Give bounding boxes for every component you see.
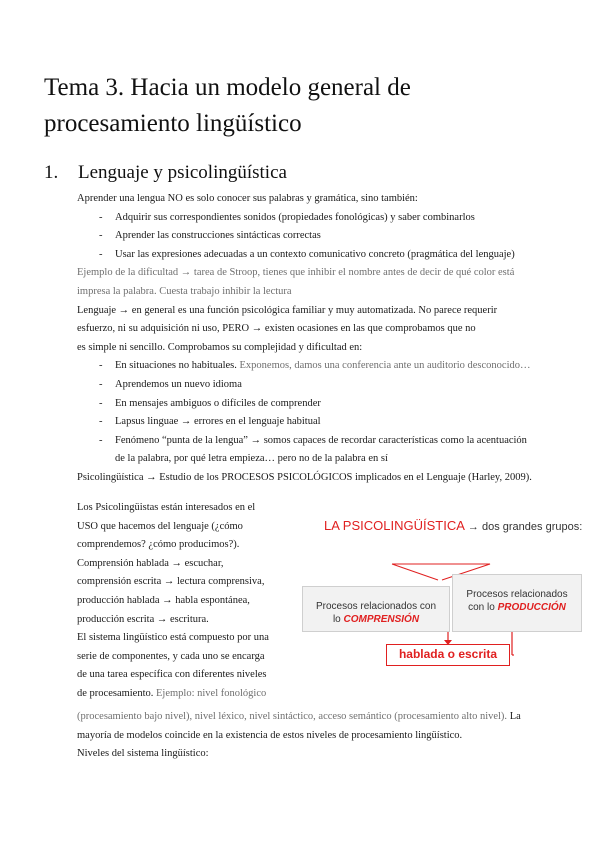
section-heading bbox=[44, 160, 287, 186]
text-line: Los Psicolingüistas están interesados en el bbox=[77, 502, 256, 513]
list-item bbox=[77, 209, 577, 228]
split-arrow-side bbox=[392, 564, 438, 580]
diagram-title-highlight: LA PSICOLINGÜÍSTICA bbox=[324, 518, 465, 533]
text-line: producción hablada → habla espontánea, bbox=[77, 594, 250, 606]
list-item-text: Lapsus linguae → errores en el lenguaje habitual bbox=[115, 416, 321, 428]
text-main: de procesamiento. bbox=[77, 687, 154, 699]
title-line-1: Tema 3. Hacia un modelo general de bbox=[44, 74, 411, 101]
hablada-escrita-label: hablada o escrita bbox=[386, 644, 510, 666]
intro-line: Aprender una lengua NO es solo conocer sus palabras y gramática, sino también: bbox=[77, 193, 418, 204]
section-body bbox=[77, 190, 577, 488]
text-example: (procesamiento bajo nivel), nivel léxico, nivel sintáctico, acceso semántico (procesamiento alto nivel). bbox=[77, 711, 508, 722]
list-dash: - bbox=[99, 378, 103, 390]
list-dash: - bbox=[99, 230, 103, 242]
list-item-continuation: de la palabra, por qué letra empieza… pero no de la palabra en sí bbox=[115, 453, 388, 465]
box-highlight: PRODUCCIÓN bbox=[497, 602, 566, 613]
list-dash: - bbox=[99, 434, 103, 446]
text-line bbox=[77, 708, 577, 727]
text-line: serie de componentes, y cada uno se encarga bbox=[77, 650, 265, 662]
text-line: El sistema lingüístico está compuesto por una bbox=[77, 632, 269, 644]
text-line: Niveles del sistema lingüístico: bbox=[77, 748, 209, 760]
list-item-text: Aprender las construcciones sintácticas correctas bbox=[115, 230, 321, 242]
box-line: Procesos relacionados bbox=[466, 589, 568, 600]
list-item bbox=[77, 357, 577, 376]
page-title bbox=[44, 70, 564, 142]
title-line-2: procesamiento lingüístico bbox=[44, 110, 302, 137]
produccion-box bbox=[452, 574, 582, 632]
text-main: La bbox=[507, 711, 521, 722]
comprension-box bbox=[302, 586, 450, 632]
list-item-text: En situaciones no habituales. bbox=[115, 360, 237, 372]
text-line: producción escrita → escritura. bbox=[77, 613, 209, 625]
list-dash: - bbox=[99, 416, 103, 428]
narrow-column bbox=[77, 499, 292, 704]
list-dash: - bbox=[99, 397, 103, 409]
list-item-text: Usar las expresiones adecuadas a un contexto comunicativo concreto (pragmática del lenguaje) bbox=[115, 248, 515, 260]
diagram-title-rest: → dos grandes grupos: bbox=[464, 521, 583, 533]
text-line: de una tarea específica con diferentes niveles bbox=[77, 669, 267, 681]
list-item-text: En mensajes ambiguos o difíciles de comprender bbox=[115, 397, 321, 409]
text-line: mayoría de modelos coincide en la existencia de estos niveles de procesamiento lingüístico. bbox=[77, 729, 463, 741]
list-item bbox=[77, 413, 577, 432]
list-item-text: Adquirir sus correspondientes sonidos (propiedades fonológicas) y saber combinarlos bbox=[115, 211, 475, 223]
list-dash: - bbox=[99, 360, 103, 372]
box-prefix: con lo bbox=[468, 602, 498, 613]
list-item bbox=[77, 376, 577, 395]
psico-definition: Psicolingüística → Estudio de los PROCESOS PSICOLÓGICOS implicados en el Lenguaje (Harley, 2009). bbox=[77, 471, 532, 483]
lenguaje-line-2: esfuerzo, ni su adquisición ni uso, PERO → existen ocasiones en las que comprobamos que no bbox=[77, 323, 476, 335]
list-item bbox=[77, 246, 577, 265]
psicolinguistica-diagram bbox=[300, 514, 585, 684]
section-number: 1. bbox=[44, 162, 59, 183]
box-line: Procesos relacionados con bbox=[315, 601, 437, 612]
text-line: Comprensión hablada → escuchar, bbox=[77, 557, 224, 569]
box-line bbox=[453, 601, 581, 614]
list-item-text: Fenómeno “punta de la lengua” → somos capaces de recordar características como la acentuación bbox=[115, 434, 527, 446]
example-line-2: impresa la palabra. Cuesta trabajo inhibir la lectura bbox=[77, 285, 292, 297]
box-prefix: lo bbox=[332, 614, 344, 625]
list-item bbox=[77, 432, 577, 451]
list-item bbox=[77, 227, 577, 246]
example-line-1: Ejemplo de la dificultad → tarea de Stroop, tienes que inhibir el nombre antes de decir de qué color está bbox=[77, 267, 515, 279]
text-line: comprendemos? ¿cómo producimos?). bbox=[77, 539, 240, 551]
list-item-note: Exponemos, damos una conferencia ante un auditorio desconocido… bbox=[236, 360, 531, 372]
section-body-bottom bbox=[77, 708, 577, 764]
text-line: USO que hacemos del lenguaje (¿cómo bbox=[77, 520, 243, 532]
box-highlight: COMPRENSIÓN bbox=[343, 614, 420, 625]
list-item-text: Aprendemos un nuevo idioma bbox=[115, 378, 242, 390]
text-line bbox=[77, 685, 292, 704]
text-example: Ejemplo: nivel fonológico bbox=[153, 687, 267, 699]
text-line: comprensión escrita → lectura comprensiva, bbox=[77, 576, 265, 588]
section-title: Lenguaje y psicolingüística bbox=[78, 162, 287, 183]
lenguaje-line-3: es simple ni sencillo. Comprobamos su complejidad y dificultad en: bbox=[77, 341, 363, 353]
list-item bbox=[77, 395, 577, 414]
box-line bbox=[303, 613, 449, 626]
lenguaje-line-1: Lenguaje → en general es una función psicológica familiar y muy automatizada. No parece requerir bbox=[77, 304, 498, 316]
list-dash: - bbox=[99, 211, 103, 223]
list-dash: - bbox=[99, 248, 103, 260]
